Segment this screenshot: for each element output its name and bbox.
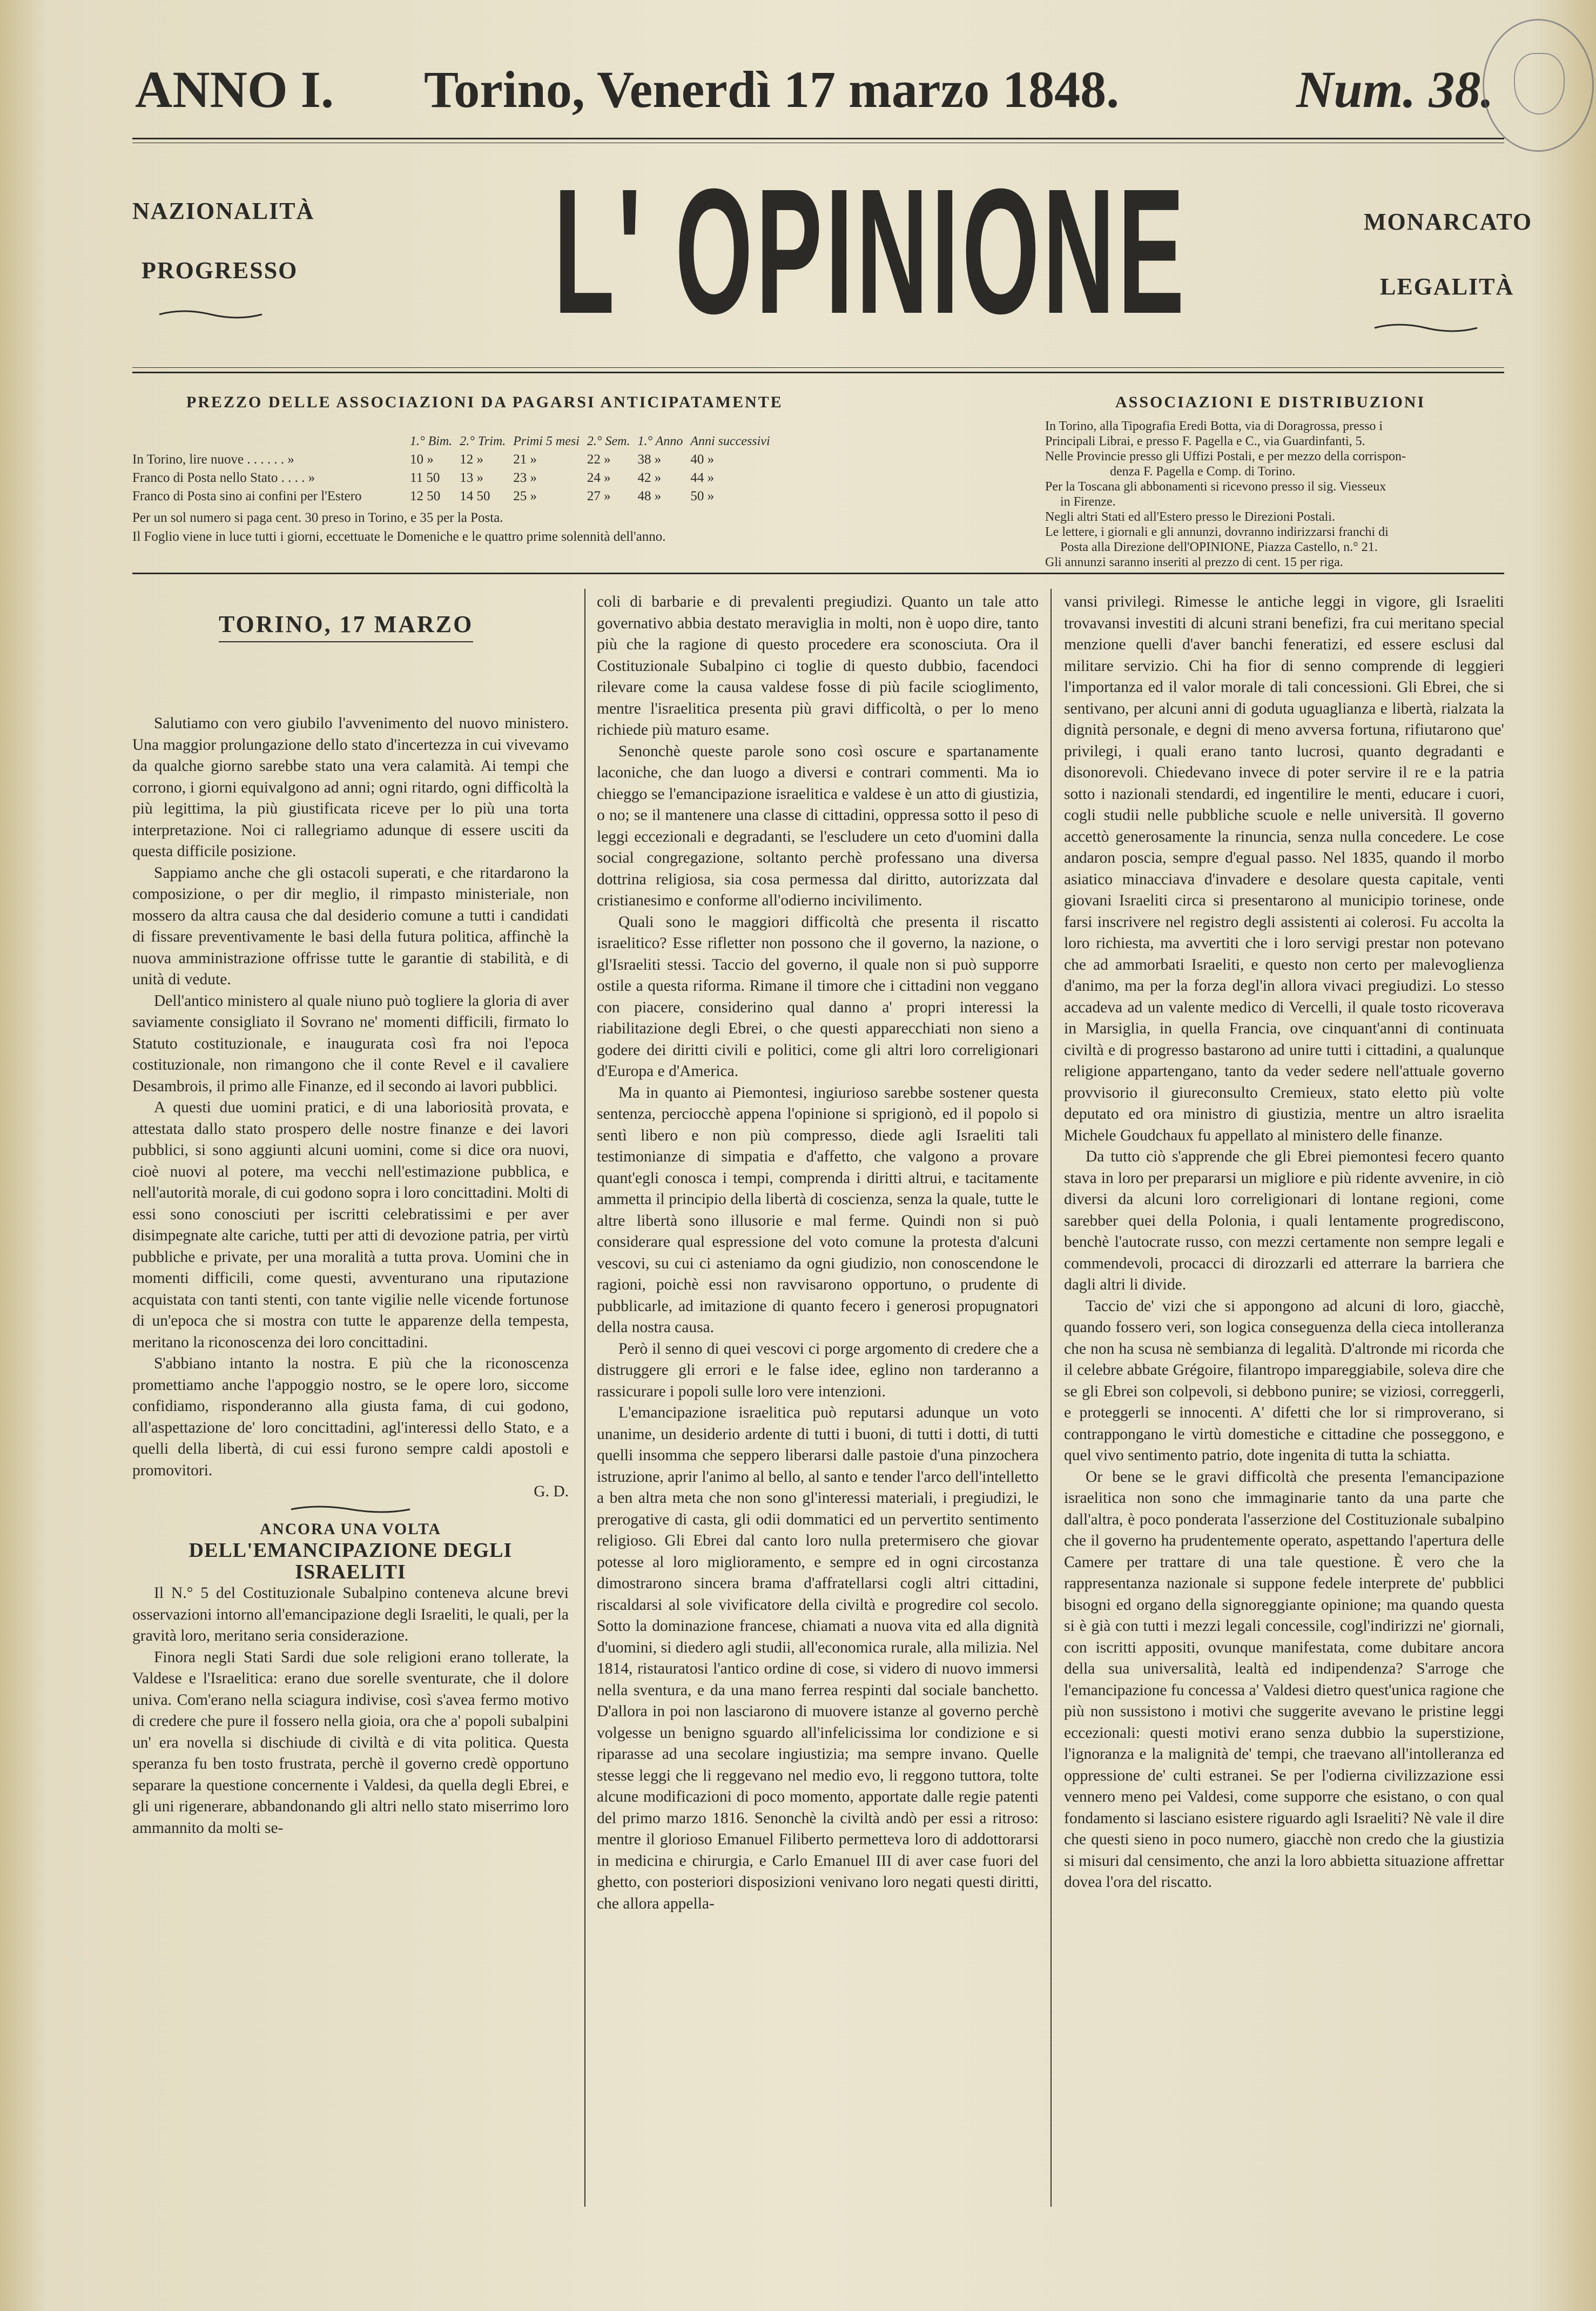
paragraph: S'abbiano intanto la nostra. E più che la riconoscenza promettiamo anche l'appoggio nostro, se le opere loro, siccome confidiamo, risponderanno alla giusta fama, di cui godono, all'aspettazione de' loro concittadini, agl'interessi dello Stato, e a quelli della libertà, di cui essi furono sempre caldi apostoli e promovitori. (132, 1355, 569, 1479)
column-2 (597, 592, 1039, 1914)
distribution-line: Le lettere, i giornali e gli annunzi, dovranno indirizzarsi franchi di (1045, 525, 1389, 539)
price-row: Franco di Posta nello Stato . . . . » 11 50 13 » 23 » 24 » 42 » 44 » (132, 471, 715, 485)
body-rule-top (132, 573, 1504, 574)
distribution-line: Per la Toscana gli abbonamenti si ricevono presso il sig. Viesseux (1045, 480, 1386, 494)
paragraph: coli di barbarie e di prevalenti pregiudizi. Quanto un tale atto governativo abbia destato meraviglia in molti, non è uopo dire, tanto più che la ragione di questo procedere era sconosciuta. Ora il Costituzionale Subalpino ci toglie di questo dubbio, facendoci rilevare come la causa valdese fosse di più facile scioglimento, mentre l'israelitica presenta più gravi difficoltà, o per lo meno richiede più maturo esame. (597, 593, 1039, 738)
distribution-line: in Firenze. (1060, 495, 1116, 509)
distribution-block (1045, 419, 1499, 570)
paragraph: Sappiamo anche che gli ostacoli superati, e che ritardarono la composizione, o per dir meglio, il rimpasto ministeriale, non mossero da altra causa che dal desiderio comune a tutti i candidati di fissare preventivamente le basi della futura politica, affinchè la nuova amministrazione offrisse tutte le garantie di stabilità, e di unità di vedute. (132, 864, 569, 988)
distribution-line: Nelle Provincie presso gli Uffizi Postali, e per mezzo della corrispon- (1045, 449, 1406, 463)
column-1 (132, 713, 569, 1839)
article-title: DELL'EMANCIPAZIONE DEGLI ISRAELITI (188, 1539, 513, 1583)
paragraph: Ma in quanto ai Piemontesi, ingiurioso sarebbe sostener questa sentenza, perciocchè appena l'opinione si sprigionò, ed il popolo si sentì libero e non più compresso, diede agli Israeliti tali testimonianze di simpatia e d'affetto, che valgono a provare quant'egli conosca i tempi, comprenda i diritti altrui, e tacitamente ammetta il principio della libertà di coscienza, senza la quale, tutte le altre libertà sono illusorie e mal ferme. Quindi non si può considerare qual espressione del voto comune la protesta d'alcuni vescovi, su cui ci asteniamo da ogni giudizio, non conoscendone le ragioni, poichè essi non ravvisarono opportuno, o prudente di pubblicarle, ad imitazione di quanto fecero i generosi propugnatori della nostra causa. (597, 1084, 1039, 1336)
paragraph: Taccio de' vizi che si appongono ad alcuni di loro, giacchè, quando fossero veri, son logica conseguenza della cieca intolleranza che non ha scusa nè sembianza di legalità. D'altronde mi ricorda che il celebre abbate Grégoire, filantropo impareggiabile, soleva dire che se gli Ebrei son colpevoli, si debbono punire; se viziosi, correggerli, e proteggerli se innocenti. A' difetti che lor si rimproverano, si contrappongano le virtù domestiche e cittadine che posseggono, e quel vivo sentimento patrio, dote ingenita di tutta la schiatta. (1064, 1297, 1504, 1464)
masthead-rule-bottom-thin (132, 367, 1504, 368)
motto-progresso: PROGRESSO (142, 257, 298, 284)
price-header-row: 1.° Bim. 2.° Trim. Primi 5 mesi 2.° Sem. 1.° Anno Anni successivi (410, 434, 770, 448)
library-stamp-icon (1483, 19, 1594, 152)
paragraph: Però il senno di quei vescovi ci porge argomento di credere che a distruggere gli errori e le false idee, eglino non tarderanno a rassicurare i popoli sulle loro vere intenzioni. (597, 1340, 1039, 1400)
price-row: Franco di Posta sino ai confini per l'Estero 12 50 14 50 25 » 27 » 48 » 50 » (132, 489, 715, 503)
price-note-publication: Il Foglio viene in luce tutti i giorni, eccettuate le Domeniche e le quattro prime solennità dell'anno. (132, 529, 666, 544)
price-note-single: Per un sol numero si paga cent. 30 preso in Torino, e 35 per la Posta. (132, 510, 503, 525)
paragraph: vansi privilegi. Rimesse le antiche leggi in vigore, gli Israeliti trovavansi investiti di alcuni strani benefizi, fra cui meritano special menzione quelli d'aver banchi feneratizi, ed essere esclusi dal militare servizio. Chi ha fior di senno comprende di leggieri l'importanza ed il valor morale di tali concessioni. Gli Ebrei, che si sentivano, per alcuni anni di goduta uguaglianza e libertà, rialzata la dignità personale, e degni di meno avversa fortuna, rifiutarono que' privilegi, i quali erano tanto lucrosi, quanto degradanti e disonorevoli. Chiedevano invece di poter servire il re e la patria sotto i nazionali stendardi, ed ingentilire le menti, educare i cuori, cogli studii nelle pubbliche scuole e nelle università. Il governo accettò generosamente la rinuncia, senza nulla concedere. Le cose andaron poscia, sempre d'egual passo. Nel 1835, quando il morbo asiatico minacciava d'invadere e desolare questa capitale, venti giovani Israeliti circa si presentarono al municipio torinese, onde farsi inscrivere nel registro degli assistenti ai colerosi. Fu accolta la loro richiesta, ma avvertiti che i loro servigi prestar non potevano che ad ammorbati Israeliti, e questo non certo per malevoglienza d'animo, ma per la forza degl'in allora vivaci pregiudizi. Lo stesso accadeva ad un valente medico di Vercelli, il quale tosto ricoverava in Marsiglia, in quella Francia, ove cinquant'anni di continuata civiltà e di progresso bastarono ad unire tutti i cittadini, a qualunque religione appartengano, tanto da veder sedere nell'attuale governo provvisorio il giureconsulto Cremieux, stato eletto più volte deputato ed ora ministro di giustizia, mentre un altro israelita Michele Goudchaux fu appellato al ministero delle finanze. (1064, 593, 1504, 1144)
distribution-line: denza F. Pagella e Comp. di Torino. (1110, 465, 1296, 479)
section-heading-torino: TORINO, 17 MARZO (219, 610, 473, 642)
signature: G. D. (534, 1483, 569, 1500)
column-divider (1050, 589, 1052, 2207)
swash-left-icon (157, 308, 265, 321)
masthead-rule-top (132, 138, 1504, 139)
paragraph: Quali sono le maggiori difficoltà che presenta il riscatto israelitico? Esse rifletter non possono che il governo, la nazione, o gl'Israeliti stessi. Taccio del governo, il quale non si può supporre ostile a questa riforma. Rimane il timore che i cittadini non veggano con piacere, considerino qual danno a' propri interessi la riabilitazione degli Ebrei, o che questi apparecchiati non sieno a godere dei diritti civili e politici, come gli altri loro correligionari d'Europa e d'America. (597, 913, 1039, 1080)
price-table (132, 432, 778, 506)
anno-label: ANNO I. (135, 61, 334, 118)
motto-monarcato: MONARCATO (1364, 209, 1533, 235)
distribution-title: ASSOCIAZIONI E DISTRIBUZIONI (1115, 393, 1426, 411)
paragraph: Salutiamo con vero giubilo l'avvenimento del nuovo ministero. Una maggior prolungazione dello stato d'incertezza in cui vivevamo da qualche giorno sarebbe stato una vera calamità. Ai tempi che corrono, i giorni equivalgono ad anni; ogni ritardo, ogni difficoltà la più legittima, la più giustificata riceve per lo più una torta interpretazione. Noi ci rallegriamo adunque di essere usciti da questa difficile posizione. (132, 715, 569, 860)
price-row: In Torino, lire nuove . . . . . . » 10 » 12 » 21 » 22 » 38 » 40 » (132, 452, 715, 467)
paragraph: Il N.° 5 del Costituzionale Subalpino conteneva alcune brevi osservazioni intorno all'emancipazione degli Israeliti, le quali, per la gravità loro, meritano seria considerazione. (132, 1584, 569, 1644)
paragraph: A questi due uomini pratici, e di una laboriosità provata, e attestata dallo stato prospero delle nostre finanze e dei lavori pubblici, si sono aggiunti alcuni uomini, come si dice ora nuovi, cioè nuovi al potere, ma vecchi nell'estimazione pubblica, e nell'autorità morale, di cui godono sopra i loro concittadini. Molti di essi sono conosciuti per iscritti celebratissimi e per aver disimpegnate alte cariche, tutti per atti di devozione patria, per virtù pubbliche e private, per una moralità a tutta prova. Uomini che in momenti difficili, come questi, avventurano una riputazione acquistata con tanti stenti, con tante vigilie nelle vicende fortunose di un'epoca che si mostra con tutte le apparenze della tempesta, meritano la riconoscenza dei loro concittadini. (132, 1099, 569, 1351)
paragraph: Or bene se le gravi difficoltà che presenta l'emancipazione israelitica non sono che immaginarie tanto da una parte che dall'altra, è poco ponderata l'asserzione del Costituzionale subalpino che il governo ha prudentemente operato, aspettando l'apertura delle Camere per trattare di una tale questione. È vero che la rappresentanza nazionale si suppone fedele interprete de' pubblici bisogni ed organo della signoreggiante opinione; ma quando questa si è già con tutti i mezzi legali concessile, cogl'indirizzi ne' giornali, con iscritti appositi, ovunque manifestata, come dubitare ancora della sua universalità, lealtà ed indipendenza? S'arroge che l'emancipazione fu concessa a' Valdesi dietro quest'unica ragione che più non sussistono i motivi che suggerite avevano le pristine leggi eccezionali: questi motivi erano senza dubbio la superstizione, l'ignoranza e la malignità de' tempi, che traevano all'intolleranza ed oppressione de' culti estranei. Se per l'odierna civilizzazione essi vennero meno pei Valdesi, come supporre che esistano, o con qual fondamento si lasciano esistere riguardo agli Israeliti? Nè vale il dire che questi sieno in poco numero, giacchè non credo che la giustizia si misuri dal censimento, che anzi la loro abbietta situazione affrettar dovea l'ora del riscatto. (1064, 1468, 1504, 1891)
paragraph: Finora negli Stati Sardi due sole religioni erano tollerate, la Valdese e l'Israelitica: erano due sorelle sventurate, che il dolore univa. Com'erano nella sciagura indivise, così s'avea fermo motivo di credere che pure il fossero nella gioia, ora che a' popoli subalpini un' era novella si dischiude di civiltà e di vita politica. Questa speranza fu ben tosto frustrata, perchè il governo credè opportuno separare la questione concernente i Valdesi, da quella degli Ebrei, e gli uni rigenerare, abbandonando gli altri nello stato miserrimo loro ammannito da molti se- (132, 1648, 569, 1837)
masthead-dateline-row (135, 59, 1496, 119)
column-divider (584, 589, 585, 2207)
paragraph: Dell'antico ministero al quale niuno può togliere la gloria di aver saviamente consigliato il Sovrano ne' momenti difficili, firmato lo Statuto costituzionale, e inaugurata così fra noi l'epoca costituzionale, non rimangono che il conte Revel e il cavaliere Desambrois, il primo alle Finanze, ed il secondo ai lavori pubblici. (132, 992, 569, 1095)
distribution-line: Negli altri Stati ed all'Estero presso le Direzioni Postali. (1045, 510, 1335, 524)
issue-number: Num. 38. (1296, 61, 1494, 118)
motto-nazionalita: NAZIONALITÀ (132, 198, 315, 224)
price-title: PREZZO DELLE ASSOCIAZIONI DA PAGARSI ANTICIPATAMENTE (186, 393, 783, 411)
paragraph: L'emancipazione israelitica può reputarsi adunque un voto unanime, un desiderio ardente di tutti i buoni, di tutti i dotti, di tutti quelli insomma che seppero liberarsi dalle pastoie d'una pinzochera istruzione, aprir l'animo al bello, al santo e tender l'arco dell'intelletto a ben altra meta che non sono gl'interessi materiali, i pregiudizi, le prerogative di casta, gli odii dommatici ed un pervertito sentimento religioso. Gli Ebrei dal canto loro nulla pretermisero che giovar potesse al loro miglioramento, e sempre ed in ogni circostanza dimostrarono sincera brama d'affratellarsi cogli altri cittadini, riscaldarsi al sole vivificatore della civiltà e progredire col secolo. Sotto la dominazione francese, chiamati a nuova vita ed alla dignità d'uomini, si diedero agli studii, all'economica rurale, alla milizia. Nel 1814, ristauratosi l'antico ordine di cose, si videro di nuovo immersi nella sventura, e da una mano ferrea respinti dal sociale banchetto. D'allora in poi non lasciarono di muovere istanze al governo perchè volgesse un benigno sguardo all'infelicissima lor condizione e si riparasse ad una secolare ingiustizia; ma sempre invano. Quelle stesse leggi che li reggevano nel medio evo, li reggono tuttora, tolte alcune modificazioni di poco momento, apportate dalle regie patenti del primo marzo 1816. Senonchè la civiltà andò per essi a ritroso: mentre il glorioso Emanuel Filiberto permetteva loro di addottorarsi in medicina e chirurgia, e Carlo Emanuel III di aver case fuori del ghetto, con posteriori disposizioni venivano loro negati questi diritti, che allora appella- (597, 1404, 1039, 1912)
paragraph: Da tutto ciò s'apprende che gli Ebrei piemontesi fecero quanto stava in loro per prepararsi un migliore e più ridente avvenire, in ciò diversi da alcuni loro correligionari di lontane regioni, come sarebber quei della Polonia, i quali lentamente progrediscono, benchè l'autocrate russo, con mezzi certamente non sempre legali e commendevoli, procacci di dirozzarli ed atterrare la barriera che dagli altri li divide. (1064, 1148, 1504, 1293)
paragraph: Senonchè queste parole sono così oscure e spartanamente laconiche, che dan luogo a diversi e contrari commenti. Ma io chieggo se l'emancipazione israelitica e valdese è un atto di giustizia, o no; se il mantenere una classe di cittadini, oppressa sotto il peso di leggi eccezionali e degradanti, se l'escludere un ceto d'uomini dalla social congregazione, soltanto perchè professano una diversa dottrina religiosa, sia cosa permessa dal diritto, autorizzata dal cristianesimo e conforme all'odierno incivilimento. (597, 742, 1039, 909)
article-kicker: ANCORA UNA VOLTA (260, 1520, 441, 1538)
masthead-rule-bottom (132, 372, 1504, 373)
swash-right-icon (1372, 321, 1480, 334)
column-3 (1064, 592, 1504, 1893)
distribution-line: Gli annunzi saranno inseriti al prezzo di cent. 15 per riga. (1045, 555, 1343, 569)
motto-legalita: LEGALITÀ (1380, 273, 1514, 300)
distribution-line: In Torino, alla Tipografia Eredi Botta, via di Doragrossa, presso i (1045, 419, 1383, 433)
dateline: Torino, Venerdì 17 marzo 1848. (424, 61, 1120, 118)
distribution-line: Principali Librai, e presso F. Pagella e C., via Guardinfanti, 5. (1045, 434, 1365, 448)
distribution-line: Posta alla Direzione dell'OPINIONE, Piazza Castello, n.° 21. (1060, 540, 1378, 554)
newspaper-title: L' OPINIONE (554, 151, 1188, 351)
separator-ornament-icon (132, 1503, 569, 1519)
